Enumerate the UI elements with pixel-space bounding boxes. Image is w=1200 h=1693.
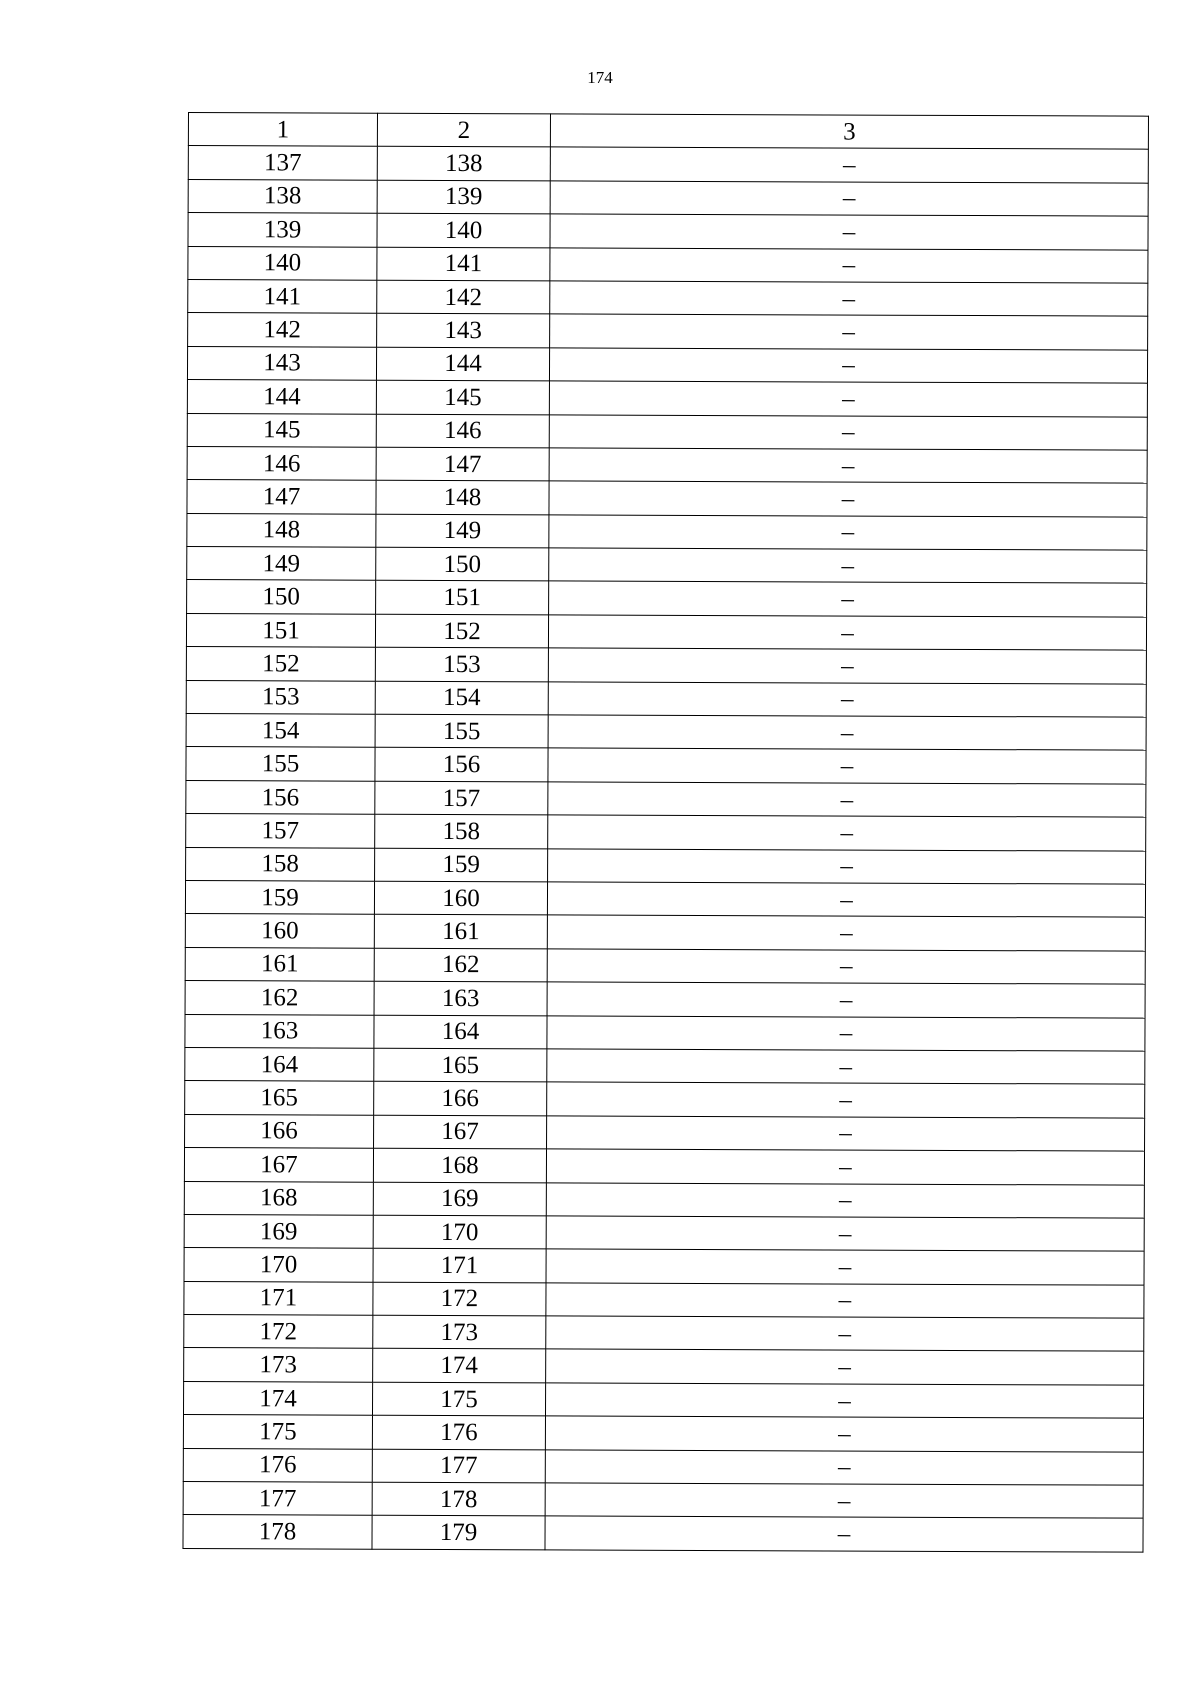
table-cell-col-3: – — [550, 281, 1148, 317]
table-row — [183, 1482, 1143, 1519]
table-cell-col-3: – — [545, 1450, 1143, 1486]
table-cell-col-3: – — [549, 414, 1147, 450]
table-cell-col-2: 167 — [374, 1115, 547, 1149]
table-cell-col-1: 156 — [186, 780, 375, 814]
table-cell-col-1: 159 — [185, 880, 374, 914]
table-cell-col-3: – — [547, 1082, 1145, 1118]
table-cell-col-2: 161 — [374, 915, 547, 949]
table-cell-col-3: – — [549, 448, 1147, 484]
table-cell-col-2: 172 — [373, 1282, 546, 1316]
table-row — [187, 380, 1147, 417]
table-row — [188, 213, 1148, 250]
table-cell-col-3: – — [548, 682, 1146, 718]
table-header-row — [188, 113, 1148, 150]
table-cell-col-3: – — [546, 1349, 1144, 1385]
table-cell-col-1: 178 — [183, 1515, 372, 1549]
table-cell-col-3: – — [546, 1249, 1144, 1285]
table-row — [183, 1415, 1143, 1452]
table-container — [182, 112, 1148, 1552]
table-cell-col-3: – — [550, 214, 1148, 250]
table-cell-col-3: – — [549, 481, 1147, 517]
table-cell-col-1: 174 — [183, 1381, 372, 1415]
table-cell-col-1: 164 — [185, 1047, 374, 1081]
column-header-2: 2 — [377, 113, 550, 147]
table-cell-col-2: 174 — [373, 1349, 546, 1383]
table-row — [186, 680, 1146, 717]
table-cell-col-2: 178 — [372, 1482, 545, 1516]
table-row — [185, 981, 1145, 1018]
table-row — [185, 1081, 1145, 1118]
column-header-3: 3 — [550, 114, 1148, 150]
table-row — [184, 1348, 1144, 1385]
table-row — [183, 1381, 1143, 1418]
table-row — [184, 1281, 1144, 1318]
table-cell-col-1: 152 — [186, 647, 375, 681]
table-cell-col-2: 147 — [376, 447, 549, 481]
table-row — [185, 1114, 1145, 1151]
table-row — [187, 346, 1147, 383]
table-cell-col-3: – — [546, 1216, 1144, 1252]
table-cell-col-1: 155 — [186, 747, 375, 781]
table-cell-col-3: – — [549, 381, 1147, 417]
table-row — [188, 146, 1148, 183]
table-cell-col-2: 168 — [373, 1148, 546, 1182]
column-header-1: 1 — [188, 113, 377, 147]
table-cell-col-2: 152 — [375, 614, 548, 648]
table-cell-col-2: 179 — [372, 1516, 545, 1550]
table-cell-col-1: 139 — [188, 213, 377, 247]
table-cell-col-2: 160 — [374, 881, 547, 915]
table-cell-col-2: 155 — [375, 714, 548, 748]
table-row — [187, 480, 1147, 517]
table-row — [185, 1014, 1145, 1051]
table-row — [185, 947, 1145, 984]
table-cell-col-1: 153 — [186, 680, 375, 714]
table-cell-col-1: 167 — [184, 1148, 373, 1182]
table-cell-col-1: 154 — [186, 714, 375, 748]
table-row — [188, 279, 1148, 316]
table-cell-col-3: – — [550, 181, 1148, 217]
table-row — [187, 413, 1147, 450]
table-cell-col-1: 165 — [185, 1081, 374, 1115]
table-cell-col-1: 176 — [183, 1448, 372, 1482]
table-cell-col-3: – — [549, 348, 1147, 384]
table-cell-col-2: 141 — [377, 247, 550, 281]
table-cell-col-1: 137 — [188, 146, 377, 180]
table-cell-col-3: – — [548, 782, 1146, 818]
table-row — [186, 780, 1146, 817]
table-cell-col-1: 142 — [188, 313, 377, 347]
table-cell-col-2: 175 — [372, 1382, 545, 1416]
table-cell-col-2: 143 — [377, 314, 550, 348]
table-row — [184, 1214, 1144, 1251]
table-cell-col-2: 158 — [375, 814, 548, 848]
table-cell-col-3: – — [547, 915, 1145, 951]
table-cell-col-1: 158 — [186, 847, 375, 881]
table-cell-col-2: 177 — [372, 1449, 545, 1483]
table-row — [184, 1315, 1144, 1352]
table-row — [186, 613, 1146, 650]
table-cell-col-2: 164 — [374, 1015, 547, 1049]
table-cell-col-2: 176 — [372, 1415, 545, 1449]
table-cell-col-2: 157 — [375, 781, 548, 815]
table-cell-col-3: – — [547, 1116, 1145, 1152]
table-cell-col-3: – — [549, 581, 1147, 617]
table-cell-col-3: – — [547, 1049, 1145, 1085]
table-cell-col-2: 162 — [374, 948, 547, 982]
table-row — [186, 647, 1146, 684]
table-cell-col-1: 151 — [186, 613, 375, 647]
table-cell-col-1: 146 — [187, 446, 376, 480]
table-cell-col-1: 161 — [185, 947, 374, 981]
table-cell-col-1: 138 — [188, 179, 377, 213]
table-cell-col-3: – — [546, 1316, 1144, 1352]
table-cell-col-3: – — [548, 748, 1146, 784]
table-row — [183, 1448, 1143, 1485]
table-cell-col-1: 145 — [187, 413, 376, 447]
table-cell-col-2: 165 — [374, 1048, 547, 1082]
table-cell-col-2: 159 — [375, 848, 548, 882]
table-row — [188, 313, 1148, 350]
table-row — [183, 1515, 1143, 1552]
table-cell-col-2: 138 — [377, 147, 550, 181]
table-cell-col-1: 149 — [187, 547, 376, 581]
table-cell-col-1: 168 — [184, 1181, 373, 1215]
table-row — [186, 847, 1146, 884]
table-cell-col-2: 166 — [374, 1082, 547, 1116]
table-row — [187, 580, 1147, 617]
table-cell-col-3: – — [545, 1516, 1143, 1552]
table-cell-col-2: 145 — [376, 380, 549, 414]
table-cell-col-1: 170 — [184, 1248, 373, 1282]
table-row — [188, 179, 1148, 216]
table-row — [184, 1148, 1144, 1185]
table-cell-col-3: – — [550, 314, 1148, 350]
table-row — [184, 1181, 1144, 1218]
table-cell-col-1: 140 — [188, 246, 377, 280]
table-cell-col-1: 166 — [185, 1114, 374, 1148]
table-cell-col-2: 171 — [373, 1249, 546, 1283]
table-cell-col-1: 143 — [187, 346, 376, 380]
table-cell-col-3: – — [547, 882, 1145, 918]
table-cell-col-2: 170 — [373, 1215, 546, 1249]
table-cell-col-1: 177 — [183, 1482, 372, 1516]
table-cell-col-1: 141 — [188, 279, 377, 313]
table-cell-col-2: 156 — [375, 748, 548, 782]
table-cell-col-3: – — [546, 1149, 1144, 1185]
table-cell-col-2: 169 — [373, 1182, 546, 1216]
table-cell-col-1: 175 — [183, 1415, 372, 1449]
table-cell-col-3: – — [546, 1283, 1144, 1319]
table-cell-col-2: 173 — [373, 1315, 546, 1349]
table-cell-col-2: 149 — [376, 514, 549, 548]
table-cell-col-1: 160 — [185, 914, 374, 948]
table-row — [184, 1248, 1144, 1285]
table-cell-col-2: 151 — [376, 581, 549, 615]
table-cell-col-3: – — [550, 247, 1148, 283]
table-cell-col-2: 148 — [376, 481, 549, 515]
table-cell-col-1: 148 — [187, 513, 376, 547]
table-cell-col-2: 163 — [374, 981, 547, 1015]
table-cell-col-1: 144 — [187, 380, 376, 414]
table-cell-col-3: – — [550, 147, 1148, 183]
table-cell-col-3: – — [549, 515, 1147, 551]
table-cell-col-1: 171 — [184, 1281, 373, 1315]
table-cell-col-2: 146 — [376, 414, 549, 448]
table-row — [187, 547, 1147, 584]
table-cell-col-3: – — [548, 815, 1146, 851]
table-cell-col-2: 144 — [376, 347, 549, 381]
table-row — [185, 914, 1145, 951]
table-cell-col-1: 163 — [185, 1014, 374, 1048]
table-row — [187, 513, 1147, 550]
table-cell-col-3: – — [546, 1182, 1144, 1218]
table-row — [185, 880, 1145, 917]
table-cell-col-2: 153 — [375, 647, 548, 681]
table-cell-col-1: 150 — [187, 580, 376, 614]
table-row — [187, 446, 1147, 483]
table-cell-col-1: 157 — [186, 814, 375, 848]
table-cell-col-3: – — [547, 1015, 1145, 1051]
table-cell-col-1: 169 — [184, 1214, 373, 1248]
table-cell-col-3: – — [545, 1483, 1143, 1519]
table-cell-col-3: – — [545, 1383, 1143, 1419]
table-cell-col-3: – — [545, 1416, 1143, 1452]
table-row — [186, 814, 1146, 851]
data-table — [182, 112, 1149, 1552]
table-row — [188, 246, 1148, 283]
table-row — [186, 747, 1146, 784]
table-cell-col-1: 173 — [184, 1348, 373, 1382]
table-cell-col-3: – — [547, 949, 1145, 985]
table-body — [183, 146, 1148, 1552]
table-cell-col-2: 150 — [376, 547, 549, 581]
table-row — [186, 714, 1146, 751]
table-cell-col-1: 147 — [187, 480, 376, 514]
table-cell-col-3: – — [548, 615, 1146, 651]
table-cell-col-3: – — [548, 715, 1146, 751]
page-number: 174 — [587, 68, 613, 87]
table-cell-col-3: – — [549, 548, 1147, 584]
table-cell-col-3: – — [547, 982, 1145, 1018]
table-cell-col-1: 172 — [184, 1315, 373, 1349]
table-cell-col-2: 140 — [377, 213, 550, 247]
table-cell-col-2: 154 — [375, 681, 548, 715]
table-cell-col-3: – — [548, 848, 1146, 884]
table-cell-col-3: – — [548, 648, 1146, 684]
table-cell-col-2: 139 — [377, 180, 550, 214]
table-cell-col-2: 142 — [377, 280, 550, 314]
table-cell-col-1: 162 — [185, 981, 374, 1015]
table-row — [185, 1047, 1145, 1084]
